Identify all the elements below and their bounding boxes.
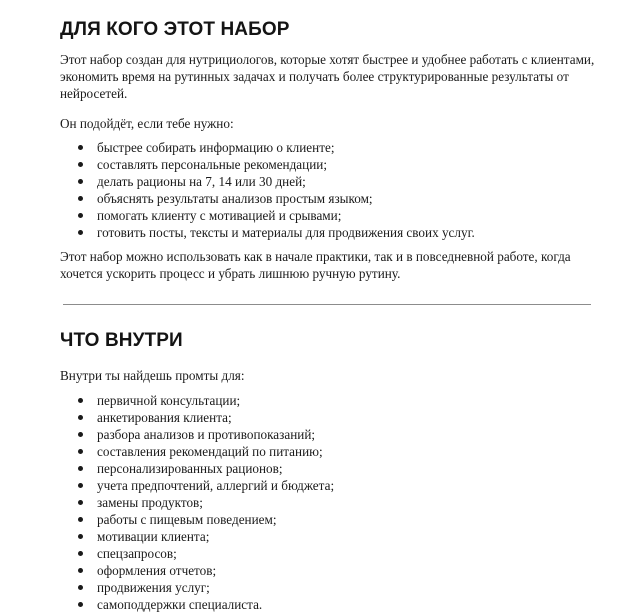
list-item: составления рекомендаций по питанию;: [76, 443, 600, 460]
section-divider: [63, 304, 591, 305]
fit-lead-text: Он подойдёт, если тебе нужно:: [60, 116, 234, 131]
list-item: помогать клиенту с мотивацией и срывами;: [76, 207, 600, 224]
list-item: анкетирования клиента;: [76, 409, 600, 426]
needs-list: [60, 139, 600, 241]
list-item: объяснять результаты анализов простым языком;: [76, 190, 600, 207]
usage-paragraph: Этот набор можно использовать как в начале практики, так и в повседневной работе, когда хочется ускорить процесс и убрать лишнюю ручную рутину.: [60, 249, 571, 281]
prompts-list: [60, 392, 600, 613]
intro-paragraph: Этот набор создан для нутрициологов, которые хотят быстрее и удобнее работать с клиентами, экономить время на рутинных задачах и получать более структурированные результаты от нейросетей.: [60, 52, 595, 101]
list-item: готовить посты, тексты и материалы для продвижения своих услуг.: [76, 224, 600, 241]
list-item: составлять персональные рекомендации;: [76, 156, 600, 173]
list-item: продвижения услуг;: [76, 579, 600, 596]
list-item: делать рационы на 7, 14 или 30 дней;: [76, 173, 600, 190]
list-item: персонализированных рационов;: [76, 460, 600, 477]
inside-lead-text: Внутри ты найдешь промты для:: [60, 368, 245, 383]
list-item: оформления отчетов;: [76, 562, 600, 579]
list-item: мотивации клиента;: [76, 528, 600, 545]
section-heading-who: ДЛЯ КОГО ЭТОТ НАБОР: [60, 19, 290, 40]
list-item: спецзапросов;: [76, 545, 600, 562]
list-item: первичной консультации;: [76, 392, 600, 409]
list-item: учета предпочтений, аллергий и бюджета;: [76, 477, 600, 494]
section-heading-inside: ЧТО ВНУТРИ: [60, 330, 183, 351]
list-item: работы с пищевым поведением;: [76, 511, 600, 528]
list-item: самоподдержки специалиста.: [76, 596, 600, 613]
list-item: разбора анализов и противопоказаний;: [76, 426, 600, 443]
document-page: [60, 0, 600, 613]
list-item: замены продуктов;: [76, 494, 600, 511]
list-item: быстрее собирать информацию о клиенте;: [76, 139, 600, 156]
